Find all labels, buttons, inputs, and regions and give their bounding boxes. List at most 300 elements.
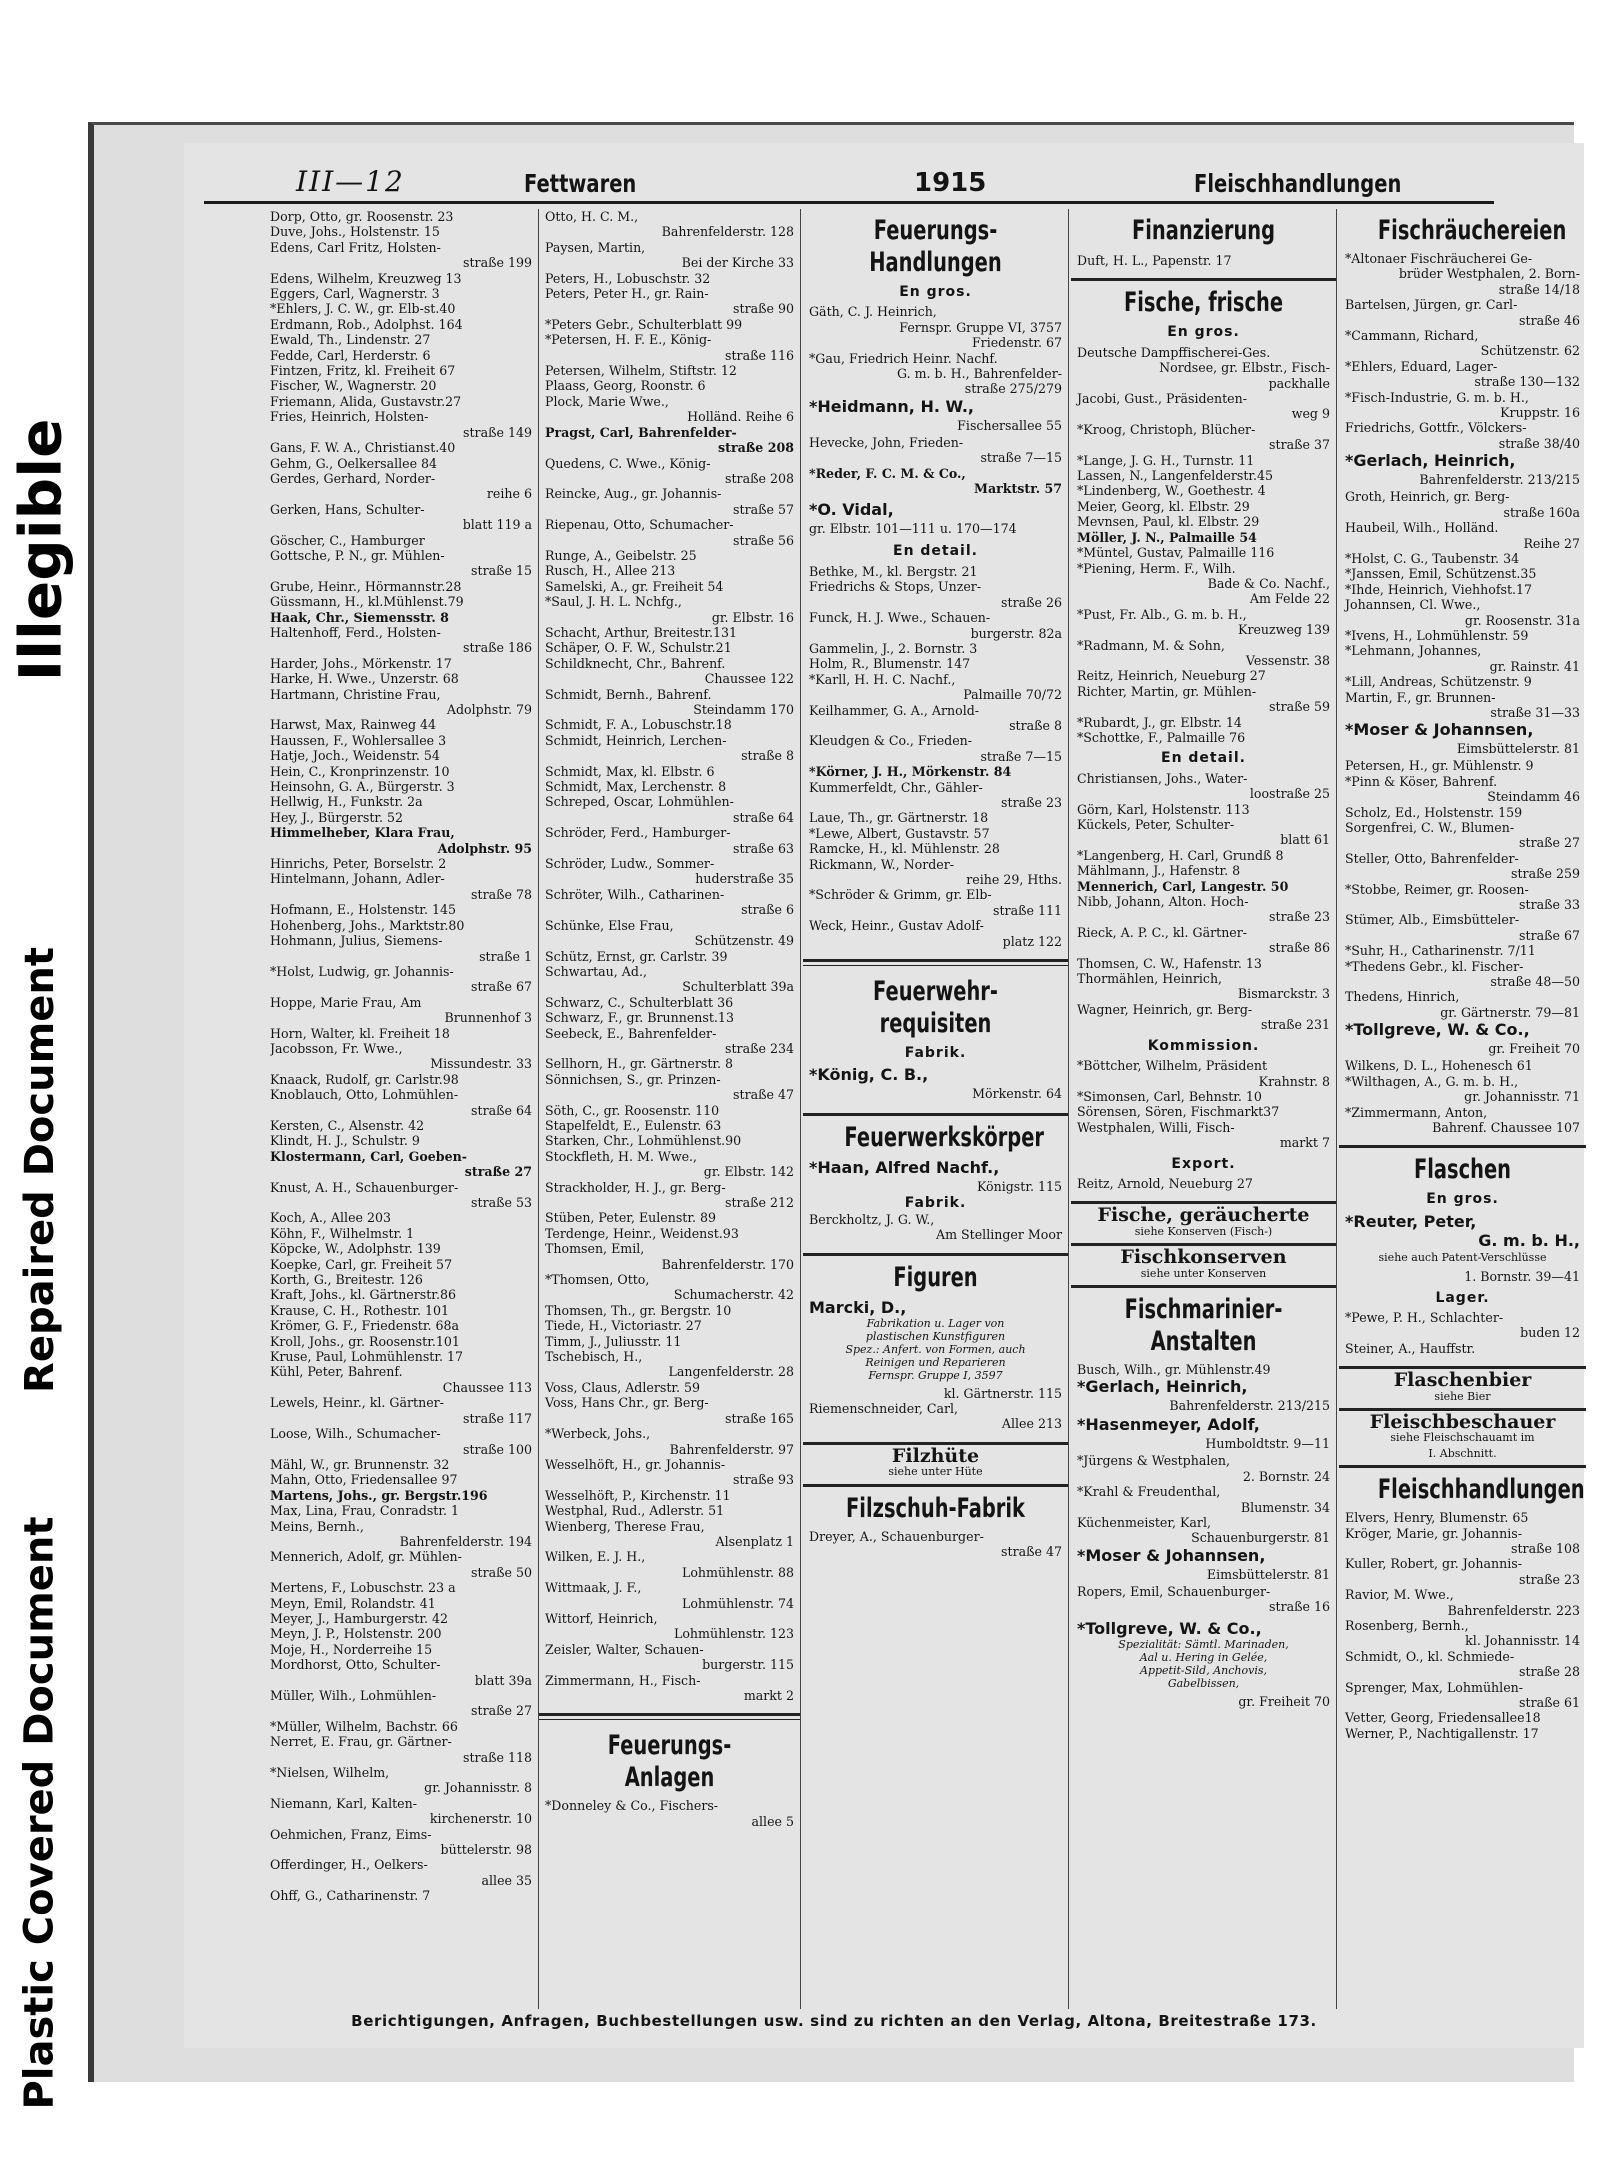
entry-text: Ramcke, H., kl. Mühlenstr. 28 — [809, 841, 1000, 857]
section-divider — [803, 1484, 1068, 1487]
entry-text: Haussen, F., Wohlersallee 3 — [270, 732, 447, 748]
tollgreve-address: gr. Freiheit 70 — [1238, 1693, 1330, 1709]
list-item — [545, 1549, 794, 1580]
section-title-figuren: Figuren — [893, 1261, 978, 1293]
entry-continuation: straße 48—50 — [1490, 974, 1580, 990]
entry-text: *Werbeck, Johs., — [545, 1426, 651, 1442]
list-item — [545, 640, 794, 655]
list-item — [545, 317, 794, 332]
entry-continuation: weg 9 — [1291, 406, 1330, 422]
list-item — [1345, 1710, 1580, 1725]
entry-text: Scholz, Ed., Holstenstr. 159 — [1345, 804, 1523, 820]
list-item — [1077, 345, 1330, 376]
entry-continuation: straße 53 — [471, 1195, 532, 1210]
entry-text: Meins, Bernh., — [270, 1518, 364, 1534]
section-title-fische-frische: Fische, frische — [1123, 287, 1284, 319]
entry-list — [809, 435, 1062, 466]
entry-text: Groth, Heinrich, gr. Berg- — [1345, 489, 1510, 505]
list-item — [545, 1503, 794, 1518]
entry-list — [270, 209, 532, 1904]
entry-list — [809, 564, 1062, 949]
entry-text: *Ehlers, Eduard, Lager- — [1345, 358, 1498, 374]
list-item — [1077, 863, 1330, 878]
list-item — [545, 486, 794, 517]
list-item — [270, 1226, 532, 1241]
entry-text: Fries, Heinrich, Holsten- — [270, 409, 429, 425]
list-item — [1077, 561, 1330, 592]
entry-text: Klostermann, Carl, Goeben- — [270, 1148, 467, 1164]
list-item — [1077, 376, 1330, 391]
entry-text: Loose, Wilh., Schumacher- — [270, 1426, 441, 1442]
entry-continuation: straße 27 — [464, 1164, 532, 1180]
list-item — [545, 1380, 794, 1395]
column-4 — [1068, 209, 1336, 2009]
marcki-address: kl. Gärtnerstr. 115 — [943, 1385, 1062, 1401]
entry-text: *Haan, Alfred Nachf., — [809, 1158, 1000, 1178]
entry-text: Wesselhöft, P., Kirchenstr. 11 — [545, 1487, 731, 1503]
entry-continuation: straße 93 — [733, 1472, 794, 1488]
list-item — [1345, 1618, 1580, 1649]
list-item — [270, 286, 532, 301]
entry-text: *Schröder & Grimm, gr. Elb- — [809, 887, 992, 903]
entry-continuation: straße 61 — [1519, 1695, 1580, 1711]
section-divider — [1071, 278, 1336, 281]
entry-text: Reincke, Aug., gr. Johannis- — [545, 486, 722, 502]
entry-continuation: gr. Johannisstr. 71 — [1464, 1089, 1580, 1105]
entry-text: Wilken, E. J. H., — [545, 1549, 646, 1565]
list-item — [270, 1688, 532, 1719]
list-item — [545, 1349, 794, 1380]
title-line: Anstalten — [1150, 1325, 1257, 1357]
entry-continuation: straße 231 — [1261, 1017, 1330, 1033]
entry-text: Schröder, Ferd., Hamburger- — [545, 825, 731, 841]
list-item — [270, 1596, 532, 1611]
entry-text: Meyn, Emil, Rolandstr. 41 — [270, 1595, 436, 1611]
list-item — [1077, 453, 1330, 468]
list-item — [809, 733, 1062, 764]
cross-reference: siehe Bier — [1434, 1389, 1491, 1403]
list-item — [545, 594, 794, 625]
entry-text: Edens, Carl Fritz, Holsten- — [270, 239, 441, 255]
entry-text: Stümer, Alb., Eimsbütteler- — [1345, 912, 1520, 928]
entry-text: *Langenberg, H. Carl, Grundß 8 — [1077, 847, 1284, 863]
list-item — [545, 964, 794, 995]
entry-text: Meier, Georg, kl. Elbstr. 29 — [1077, 498, 1250, 514]
list-item — [270, 1118, 532, 1133]
entry-text: Eggers, Carl, Wagnerstr. 3 — [270, 286, 440, 302]
entry-continuation: Bahrenfelderstr. 97 — [669, 1441, 794, 1457]
reuter-company: G. m. b. H., — [1478, 1230, 1580, 1250]
list-item — [809, 1212, 1062, 1243]
entry-continuation: straße 78 — [471, 886, 532, 902]
entry-text: Hohmann, Julius, Siemens- — [270, 933, 443, 949]
entry-continuation: straße 259 — [1511, 866, 1580, 882]
entry-text: Petersen, Wilhelm, Stiftstr. 12 — [545, 363, 737, 379]
entry-list — [545, 209, 794, 1703]
entry-text: Hellwig, H., Funkstr. 2a — [270, 794, 423, 810]
entry-continuation: allee 5 — [751, 1813, 794, 1829]
entry-text: Müller, Wilh., Lohmühlen- — [270, 1688, 437, 1703]
entry-text: *Altonaer Fischräucherei Ge- — [1345, 251, 1533, 266]
list-item — [270, 1888, 532, 1903]
entry-text: *Moser & Johannsen, — [1077, 1545, 1266, 1565]
subheading-fabrik: Fabrik. — [904, 1045, 967, 1062]
list-item — [1345, 489, 1580, 520]
list-item — [1345, 1310, 1580, 1341]
entry-text: Güssmann, H., kl.Mühlenst.79 — [270, 594, 464, 610]
list-item — [809, 1529, 1062, 1560]
list-item — [270, 717, 532, 732]
entry-continuation: straße 90 — [733, 301, 794, 317]
list-item — [545, 733, 794, 764]
list-item — [270, 687, 532, 718]
list-item — [270, 1796, 532, 1827]
marcki-note — [809, 1317, 1062, 1382]
list-item — [1077, 971, 1330, 1002]
list-item — [809, 1065, 1062, 1103]
list-item — [1077, 802, 1330, 817]
entry-continuation: Bahrenfelderstr. 223 — [1447, 1602, 1580, 1618]
entry-text: *Jürgens & Westphalen, — [1077, 1453, 1230, 1469]
list-item — [545, 918, 794, 949]
entry-continuation: blatt 61 — [1280, 832, 1330, 848]
entry-text: Korth, G., Breitestr. 126 — [270, 1272, 423, 1288]
entry-text: *Nielsen, Wilhelm, — [270, 1765, 390, 1781]
list-item — [1345, 451, 1580, 489]
entry-continuation: gr. Elbstr. 101—111 u. 170—174 — [809, 521, 1017, 537]
entry-continuation: gr. Johannisstr. 8 — [424, 1780, 532, 1796]
entry-text: Horn, Walter, kl. Freiheit 18 — [270, 1025, 450, 1041]
entry-text: Thormählen, Heinrich, — [1077, 971, 1223, 987]
list-item — [1345, 882, 1580, 913]
entry-text: Nibb, Johann, Alton. Hoch- — [1077, 894, 1249, 910]
entry-text: Keilhammer, G. A., Arnold- — [809, 702, 980, 718]
list-item — [1077, 1484, 1330, 1515]
entry-text: Kummerfeldt, Chr., Gähler- — [809, 779, 983, 795]
list-item — [1077, 817, 1330, 848]
list-item — [545, 1642, 794, 1673]
list-item — [545, 1334, 794, 1349]
list-item — [545, 717, 794, 732]
entry-continuation: Eimsbüttelerstr. 81 — [1456, 741, 1580, 757]
list-item — [545, 286, 794, 317]
list-item — [545, 363, 794, 378]
entry-text: Friedrichs & Stops, Unzer- — [809, 579, 982, 595]
entry-text: Runge, A., Geibelstr. 25 — [545, 547, 697, 563]
list-item — [809, 826, 1062, 841]
entry-text: *Radmann, M. & Sohn, — [1077, 637, 1225, 653]
entry-continuation: Eimsbüttelerstr. 81 — [1206, 1566, 1330, 1582]
entry-continuation: straße 1 — [479, 948, 532, 964]
entry-text: *Heidmann, H. W., — [809, 396, 974, 416]
entry-continuation: Schauenburgerstr. 81 — [1191, 1530, 1330, 1546]
entry-text: Göscher, C., Hamburger — [270, 532, 425, 548]
entry-text: *Ivens, H., Lohmühlenstr. 59 — [1345, 627, 1529, 643]
list-item — [545, 1226, 794, 1241]
entry-continuation: gr. Rainstr. 41 — [1489, 658, 1580, 674]
entry-text: *Ihde, Heinrich, Viehhofst.17 — [1345, 581, 1533, 597]
entry-text: Himmelheber, Klara Frau, — [270, 825, 455, 841]
list-item — [270, 1734, 532, 1765]
entry-continuation: Bahrenfelderstr. 213/215 — [1419, 472, 1580, 488]
entry-text: Otto, H. C. M., — [545, 209, 639, 224]
entry-text: *Rubardt, J., gr. Elbstr. 14 — [1077, 714, 1242, 730]
entry-continuation: straße 59 — [1269, 699, 1330, 715]
list-item — [1345, 1526, 1580, 1557]
list-item — [809, 564, 1062, 579]
list-item — [1077, 1546, 1330, 1584]
entry-text: Pragst, Carl, Bahrenfelder- — [545, 424, 737, 440]
entry-text: Knust, A. H., Schauenburger- — [270, 1179, 459, 1195]
entry-continuation: straße 67 — [1519, 927, 1580, 943]
entry-text: Wilkens, D. L., Hohenesch 61 — [1345, 1058, 1533, 1074]
entry-continuation: Allee 213 — [1001, 1416, 1062, 1432]
list-item — [270, 1611, 532, 1626]
list-item — [809, 918, 1062, 949]
entry-continuation: straße 208 — [725, 470, 794, 486]
list-item — [545, 856, 794, 887]
list-item — [809, 857, 1062, 888]
reuter-address: 1. Bornstr. 39—41 — [1464, 1269, 1580, 1285]
entry-text: *Holst, C. G., Taubenstr. 34 — [1345, 550, 1520, 566]
list-item — [1345, 674, 1580, 689]
list-item — [270, 1642, 532, 1657]
entry-text: *Körner, J. H., Mörkenstr. 84 — [809, 764, 1012, 780]
list-item — [270, 1287, 532, 1302]
list-item — [809, 641, 1062, 656]
entry-text: *Lill, Andreas, Schützenstr. 9 — [1345, 674, 1532, 690]
entry-text: Wienberg, Therese Frau, — [545, 1518, 705, 1534]
cross-reference — [1345, 1430, 1580, 1461]
entry-continuation: straße 86 — [1269, 940, 1330, 956]
list-item — [545, 1210, 794, 1225]
list-item — [809, 466, 1062, 497]
list-item — [545, 949, 794, 964]
entry-text: *Gerlach, Heinrich, — [1345, 451, 1516, 471]
entry-text: Söth, C., gr. Roosenstr. 110 — [545, 1102, 720, 1118]
entry-text: Thedens, Hinrich, — [1345, 989, 1460, 1005]
entry-text: Richter, Martin, gr. Mühlen- — [1077, 683, 1257, 699]
list-item — [809, 810, 1062, 825]
list-item — [545, 548, 794, 563]
entry-text: *Kroog, Christoph, Blücher- — [1077, 421, 1256, 437]
entry-text: Gammelin, J., 2. Bornstr. 3 — [809, 640, 978, 656]
list-item — [270, 1657, 532, 1688]
entry-text: Oehmichen, Franz, Eims- — [270, 1826, 432, 1842]
list-item — [545, 687, 794, 718]
list-item — [1345, 820, 1580, 851]
list-item — [1345, 720, 1580, 758]
note-line: siehe Fleischschauamt im — [1390, 1431, 1535, 1445]
list-item — [1345, 1556, 1580, 1587]
list-item — [545, 1133, 794, 1148]
list-item — [1345, 1058, 1580, 1073]
list-item — [545, 779, 794, 794]
list-item — [1077, 1377, 1330, 1415]
entry-text: Kückels, Peter, Schulter- — [1077, 817, 1235, 832]
entry-text: Hoppe, Marie Frau, Am — [270, 994, 422, 1010]
section-title-feuerwerkskoerper: Feuerwerkskörper — [844, 1122, 1044, 1154]
entry-text: Steiner, A., Hauffstr. — [1345, 1340, 1476, 1356]
entry-continuation: Blumenstr. 34 — [1240, 1499, 1330, 1515]
entry-text: Hevecke, John, Frieden- — [809, 434, 964, 450]
entry-text: Lassen, N., Langenfelderstr.45 — [1077, 468, 1274, 484]
entry-continuation: Brunnenhof 3 — [444, 1010, 532, 1026]
entry-continuation: straße 64 — [733, 809, 794, 825]
entry-continuation: Palmaille 70/72 — [963, 687, 1062, 703]
entry-continuation: Fernspr. Gruppe VI, 3757 — [899, 319, 1062, 335]
list-item — [270, 502, 532, 533]
entry-continuation: Holländ. Reihe 6 — [687, 409, 794, 425]
list-item — [545, 579, 794, 594]
entry-text: Ravior, M. Wwe., — [1345, 1587, 1454, 1603]
entry-list — [809, 304, 1062, 396]
list-item — [545, 1673, 794, 1704]
entry-text: Meyn, J. P., Holstenstr. 200 — [270, 1626, 442, 1642]
entry-text: *Lehmann, Johannes, — [1345, 643, 1482, 659]
list-item — [270, 1719, 532, 1734]
list-item — [1345, 1341, 1580, 1356]
list-item — [1345, 1587, 1580, 1618]
list-item — [270, 1765, 532, 1796]
entry-text: Fintzen, Fritz, kl. Freiheit 67 — [270, 363, 456, 379]
entry-continuation: Lohmühlenstr. 123 — [673, 1626, 794, 1642]
list-item — [545, 825, 794, 856]
list-item — [270, 779, 532, 794]
section-title-finanzierung: Finanzierung — [1131, 215, 1276, 246]
entry-text: Hintelmann, Johann, Adler- — [270, 871, 445, 887]
entry-text: Thomsen, Emil, — [545, 1241, 645, 1257]
list-item — [545, 887, 794, 918]
entry-continuation: huderstraße 35 — [695, 871, 794, 887]
entry-text: Johannsen, Cl. Wwe., — [1345, 597, 1481, 613]
list-item — [270, 1210, 532, 1225]
list-item — [270, 1549, 532, 1580]
entry-text: Rusch, H., Allee 213 — [545, 563, 676, 579]
list-item — [270, 1149, 532, 1180]
entry-text: Vetter, Georg, Friedensallee18 — [1345, 1710, 1541, 1726]
entry-continuation: kirchenerstr. 10 — [429, 1811, 532, 1827]
entry-continuation: straße 8 — [1009, 717, 1062, 733]
note-line: Spez.: Anfert. von Formen, auch — [845, 1342, 1026, 1356]
entry-text: Mennerich, Adolf, gr. Mühlen- — [270, 1549, 462, 1565]
list-item — [1077, 607, 1330, 638]
entry-text: Küchenmeister, Karl, — [1077, 1515, 1211, 1530]
list-item — [809, 435, 1062, 466]
list-item — [1077, 499, 1330, 514]
list-item — [1077, 715, 1330, 730]
column-5 — [1336, 209, 1586, 2009]
list-item — [809, 579, 1062, 610]
section-title-feuerwehr-requisiten — [844, 976, 1026, 1040]
entry-text: Moje, H., Norderreihe 15 — [270, 1641, 433, 1657]
list-item — [545, 1580, 794, 1611]
entry-text: Koch, A., Allee 203 — [270, 1210, 392, 1226]
entry-continuation: straße 186 — [463, 640, 532, 656]
title-line: requisiten — [879, 1008, 992, 1040]
list-item — [1077, 771, 1330, 802]
list-item — [1077, 956, 1330, 971]
entry-text: Schünke, Else Frau, — [545, 917, 674, 933]
subheading-kommission: Kommission. — [1147, 1037, 1260, 1054]
list-item — [1077, 1104, 1330, 1119]
entry-text: Martin, F., gr. Brunnen- — [1345, 689, 1496, 705]
list-item — [809, 1401, 1062, 1432]
tollgreve-note — [1077, 1638, 1330, 1690]
note-line: Aal u. Hering in Gelée, — [1139, 1650, 1268, 1664]
entry-text: Busch, Wilh., gr. Mühlenstr.49 — [1077, 1361, 1271, 1377]
entry-continuation: straße 234 — [725, 1040, 794, 1056]
entry-continuation: straße 33 — [1519, 897, 1580, 913]
section-title-filzschuh-fabrik: Filzschuh-Fabrik — [846, 1492, 1025, 1524]
list-item — [270, 794, 532, 809]
entry-continuation: allee 35 — [481, 1872, 532, 1888]
entry-text: *Pust, Fr. Alb., G. m. b. H., — [1077, 606, 1247, 622]
list-item — [545, 1303, 794, 1318]
section-title-flaschen: Flaschen — [1413, 1154, 1512, 1186]
entry-text: Haltenhoff, Ferd., Holsten- — [270, 624, 441, 640]
subheading-en-gros: En gros. — [1426, 1191, 1499, 1208]
list-item — [1345, 251, 1580, 282]
plastic-covered-label: Plastic Covered Document — [17, 1515, 63, 2110]
entry-text: *Lindenberg, W., Goethestr. 4 — [1077, 483, 1266, 499]
list-item — [809, 500, 1062, 538]
entry-text: *Simonsen, Carl, Behnstr. 10 — [1077, 1088, 1262, 1104]
entry-text: Stüben, Peter, Eulenstr. 89 — [545, 1210, 717, 1226]
entry-text: Gehm, G., Oelkersallee 84 — [270, 455, 438, 471]
entry-text: Schmidt, Max, Lerchenstr. 8 — [545, 779, 727, 795]
entry-text: Kuller, Robert, gr. Johannis- — [1345, 1556, 1522, 1572]
entry-text: Reitz, Heinrich, Neueburg 27 — [1077, 668, 1266, 684]
entry-text: Schmidt, F. A., Lobuschstr.18 — [545, 717, 732, 733]
list-item — [270, 440, 532, 455]
list-item — [809, 764, 1062, 779]
list-item — [270, 332, 532, 347]
list-item — [545, 456, 794, 487]
list-item — [270, 1241, 532, 1256]
entry-text: Steller, Otto, Bahrenfelder- — [1345, 850, 1519, 866]
title-line: Feuerwehr- — [873, 976, 998, 1008]
list-item — [545, 625, 794, 640]
list-item — [1345, 912, 1580, 943]
entry-text: Jacobsson, Fr. Wwe., — [270, 1040, 403, 1056]
entry-text: Elvers, Henry, Blumenstr. 65 — [1345, 1510, 1529, 1526]
list-item — [545, 1798, 794, 1829]
entry-continuation: straße 199 — [463, 255, 532, 271]
illegible-label: Illegible — [6, 418, 74, 682]
list-item — [1345, 690, 1580, 721]
entry-continuation: büttelerstr. 98 — [440, 1842, 532, 1858]
entry-text: Mordhorst, Otto, Schulter- — [270, 1657, 441, 1673]
entry-text: Dorp, Otto, gr. Roosenstr. 23 — [270, 209, 454, 224]
section-title-fischmarinier-anstalten — [1112, 1294, 1294, 1358]
list-item — [270, 209, 532, 224]
entry-text: Mählmann, J., Hafenstr. 8 — [1077, 863, 1241, 879]
list-item — [1345, 1680, 1580, 1711]
entry-continuation: Humboldtstr. 9—11 — [1205, 1436, 1330, 1452]
list-item — [270, 240, 532, 271]
entry-text: Tschebisch, H., — [545, 1349, 643, 1365]
list-item — [1077, 848, 1330, 863]
entry-text: Hohenberg, Johs., Marktstr.80 — [270, 917, 465, 933]
list-item — [1345, 297, 1580, 328]
entry-continuation: Schulterblatt 39a — [682, 979, 794, 995]
entry-continuation: Marktstr. 57 — [974, 481, 1062, 497]
list-item — [270, 810, 532, 825]
entry-text: Seebeck, E., Bahrenfelder- — [545, 1025, 717, 1041]
entry-text: Mevnsen, Paul, kl. Elbstr. 29 — [1077, 514, 1260, 530]
entry-text: Knoblauch, Otto, Lohmühlen- — [270, 1087, 459, 1103]
